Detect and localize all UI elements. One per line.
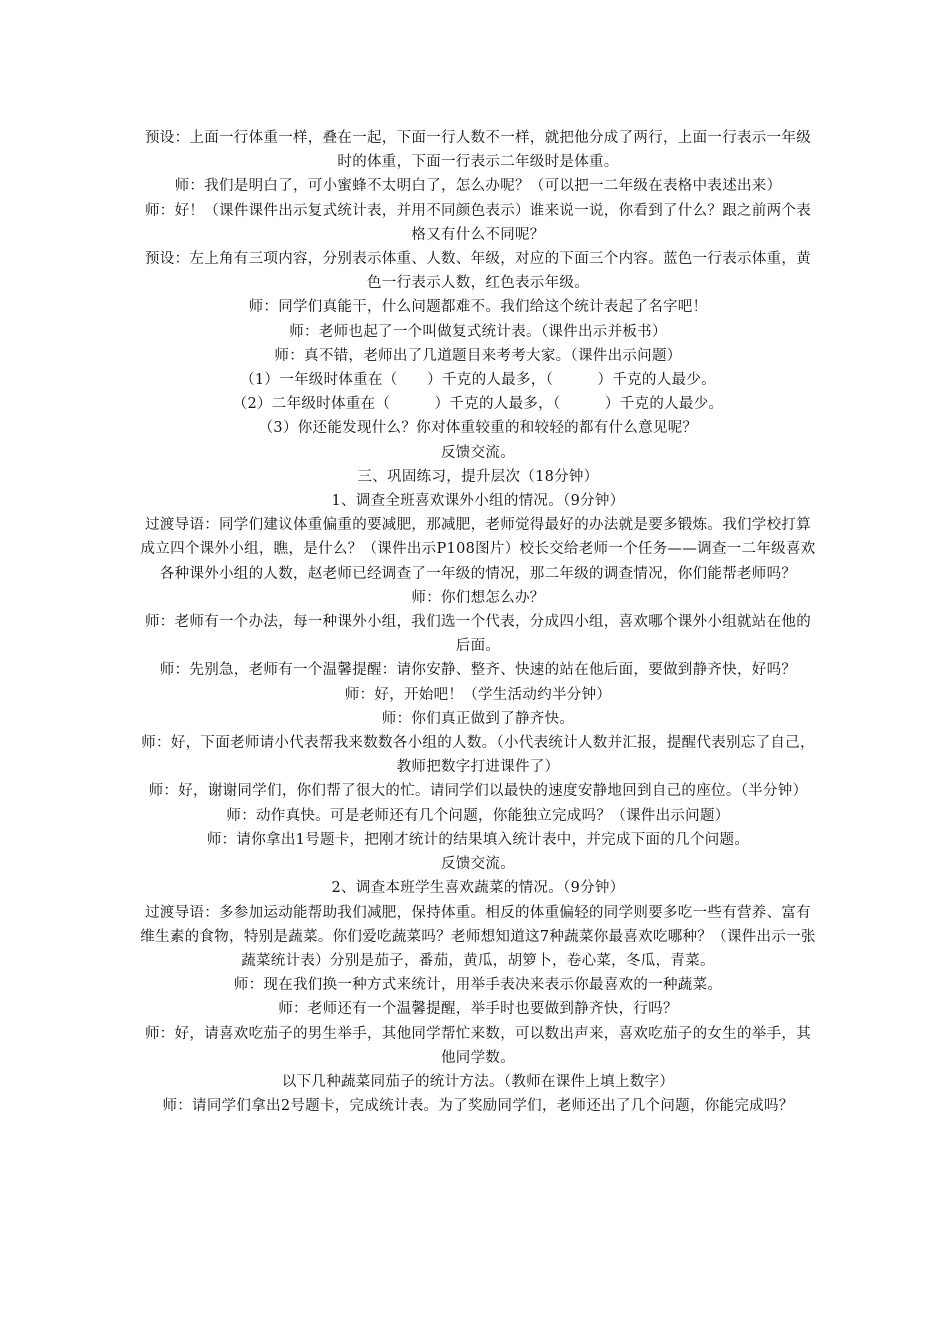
- paragraph: 过渡导语：多参加运动能帮助我们减肥，保持体重。相反的体重偏轻的同学则要多吃一些有营养、富有维生素的食物，特别是蔬菜。你们爱吃蔬菜吗？老师想知道这7种蔬菜你最喜欢吃哪种？（课件出示一张蔬菜统计表）分别是茄子，番茄，黄瓜，胡箩卜，卷心菜，冬瓜，青菜。: [140, 904, 816, 969]
- paragraph: 师：先别急，老师有一个温馨提醒：请你安静、整齐、快速的站在他后面，要做到静齐快，好吗？: [159, 662, 797, 679]
- paragraph: 师：请你拿出1号题卡，把刚才统计的结果填入统计表中，并完成下面的几个问题。: [206, 831, 750, 848]
- paragraph: 师：老师也起了一个叫做复式统计表。（课件出示并板书）: [289, 323, 667, 340]
- paragraph: 反馈交流。: [441, 856, 515, 873]
- paragraph: 预设：左上角有三项内容，分别表示体重、人数、年级，对应的下面三个内容。蓝色一行表示体重，黄色一行表示人数，红色表示年级。: [145, 251, 811, 292]
- paragraph: 师：请同学们拿出2号题卡，完成统计表。为了奖励同学们，老师还出了几个问题，你能完成吗？: [162, 1098, 794, 1115]
- paragraph: 师：你们想怎么办？: [411, 589, 545, 606]
- subsection-heading: 2、调查本班学生喜欢蔬菜的情况。（9分钟）: [331, 880, 625, 897]
- paragraph: 师：同学们真能干，什么问题都难不。我们给这个统计表起了名字吧！: [248, 299, 708, 316]
- paragraph: 师：好，下面老师请小代表帮我来数数各小组的人数。（小代表统计人数并汇报，提醒代表别忘了自己，教师把数字打进课件了）: [141, 735, 815, 776]
- paragraph: 反馈交流。: [441, 444, 515, 461]
- paragraph: 师：好，开始吧！（学生活动约半分钟）: [344, 686, 612, 703]
- paragraph: 师：好！（课件课件出示复式统计表，并用不同颜色表示）谁来说一说，你看到了什么？跟之前两个表格又有什么不同呢？: [145, 202, 811, 243]
- paragraph: 预设：上面一行体重一样，叠在一起，下面一行人数不一样，就把他分成了两行，上面一行表示一年级时的体重，下面一行表示二年级时是体重。: [145, 130, 811, 171]
- section-heading: 三、巩固练习，提升层次（18分钟）: [357, 468, 599, 485]
- paragraph: 师：老师还有一个温馨提醒，举手时也要做到静齐快，行吗？: [278, 1001, 678, 1018]
- paragraph: 以下几种蔬菜同茄子的统计方法。（教师在课件上填上数字）: [281, 1073, 675, 1090]
- paragraph: 师：现在我们换一种方式来统计，用举手表决来表示你最喜欢的一种蔬菜。: [233, 977, 723, 994]
- document-body: [138, 126, 818, 1118]
- paragraph: 师：好，请喜欢吃茄子的男生举手，其他同学帮忙来数，可以数出声来，喜欢吃茄子的女生的举手，其他同学数。: [145, 1025, 811, 1066]
- question-2: （2）二年级时体重在（ ）千克的人最多，（ ）千克的人最少。: [232, 396, 724, 413]
- paragraph: 师：好，谢谢同学们，你们帮了很大的忙。请同学们以最快的速度安静地回到自己的座位。（半分钟）: [148, 783, 808, 800]
- paragraph: 过渡导语：同学们建议体重偏重的要减肥，那减肥，老师觉得最好的办法就是要多锻炼。我们学校打算成立四个课外小组，瞧，是什么？（课件出示P108图片）校长交给老师一个任务——调查一二年级喜欢各种课外小组的人数，赵老师已经调查了一年级的情况，那二年级的调查情况，你们能帮老师吗？: [140, 517, 816, 582]
- paragraph: 师：你们真正做到了静齐快。: [381, 710, 575, 727]
- paragraph: 师：老师有一个办法，每一种课外小组，我们选一个代表，分成四小组，喜欢哪个课外小组就站在他的后面。: [145, 614, 811, 655]
- paragraph: 师：我们是明白了，可小蜜蜂不太明白了，怎么办呢？（可以把一二年级在表格中表述出来）: [174, 178, 782, 195]
- paragraph: 师：真不错，老师出了几道题目来考考大家。（课件出示问题）: [274, 347, 682, 364]
- question-3: （3）你还能发现什么？你对体重较重的和较轻的都有什么意见呢？: [258, 420, 698, 437]
- paragraph: 师：动作真快。可是老师还有几个问题，你能独立完成吗？（课件出示问题）: [226, 807, 730, 824]
- question-1: （1）一年级时体重在（ ）千克的人最多，（ ）千克的人最少。: [240, 372, 716, 389]
- subsection-heading: 1、调查全班喜欢课外小组的情况。（9分钟）: [331, 493, 625, 510]
